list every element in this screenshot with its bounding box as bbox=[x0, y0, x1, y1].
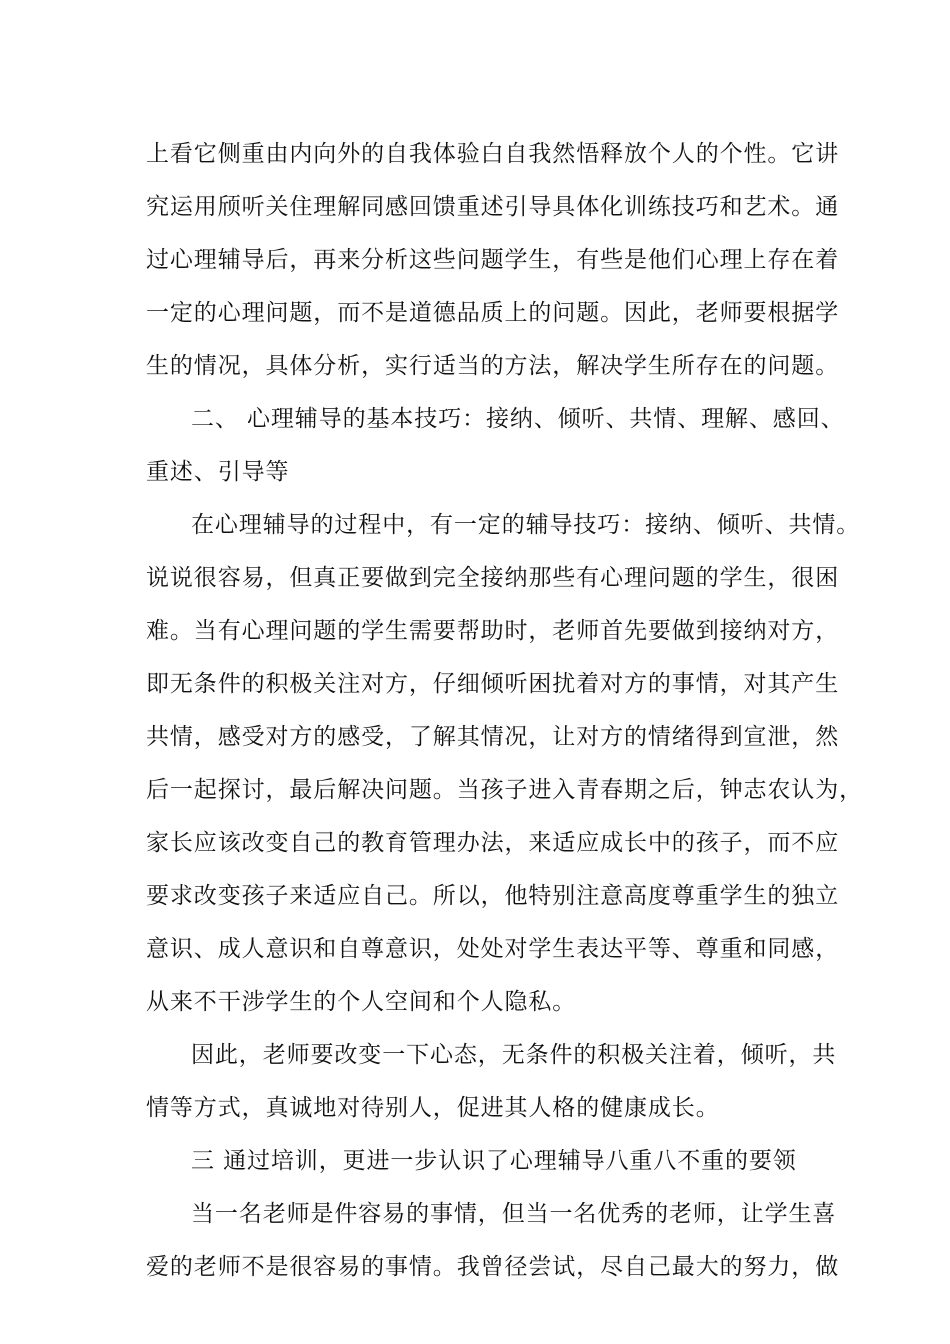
text-line: 一定的心理问题，而不是道德品质上的问题。因此，老师要根据学 bbox=[146, 300, 840, 326]
text-line: 后一起探讨，最后解决问题。当孩子进入青春期之后，钟志农认为， bbox=[146, 777, 863, 803]
text-line: 意识、成人意识和自尊意识，处处对学生表达平等、尊重和同感， bbox=[146, 936, 840, 962]
text-line: 即无条件的积极关注对方，仔细倾听困扰着对方的事情，对其产生 bbox=[146, 671, 840, 697]
text-line: 难。当有心理问题的学生需要帮助时，老师首先要做到接纳对方， bbox=[146, 618, 840, 644]
text-line: 究运用颀听关住理解同感回馈重述引导具体化训练技巧和艺术。通 bbox=[146, 194, 840, 220]
text-line: 共情，感受对方的感受，了解其情况，让对方的情绪得到宣泄，然 bbox=[146, 724, 840, 750]
text-line: 说说很容易，但真正要做到完全接纳那些有心理问题的学生，很困 bbox=[146, 565, 840, 591]
text-line: 家长应该改变自己的教育管理办法，来适应成长中的孩子，而不应 bbox=[146, 830, 840, 856]
text-line: 当一名老师是件容易的事情，但当一名优秀的老师，让学生喜 bbox=[191, 1201, 837, 1227]
section-heading-2-continued: 重述、引导等 bbox=[146, 459, 290, 485]
text-line: 在心理辅导的过程中，有一定的辅导技巧：接纳、倾听、共情。 bbox=[191, 512, 861, 538]
text-line: 要求改变孩子来适应自己。所以，他特别注意高度尊重学生的独立 bbox=[146, 883, 840, 909]
section-heading-2: 二、 心理辅导的基本技巧：接纳、倾听、共情、理解、感回、 bbox=[191, 406, 845, 432]
text-line: 过心理辅导后，再来分析这些问题学生，有些是他们心理上存在着 bbox=[146, 247, 840, 273]
section-heading-3: 三 通过培训，更进一步认识了心理辅导八重八不重的要领 bbox=[191, 1148, 797, 1174]
text-line: 上看它侧重由内向外的自我体验白自我然悟释放个人的个性。它讲 bbox=[146, 141, 840, 167]
text-line: 从来不干涉学生的个人空间和个人隐私。 bbox=[146, 989, 577, 1015]
text-line: 生的情况，具体分析，实行适当的方法，解决学生所存在的问题。 bbox=[146, 353, 840, 379]
text-line: 爱的老师不是很容易的事情。我曾径尝试，尽自己最大的努力，做 bbox=[146, 1254, 840, 1280]
text-line: 情等方式，真诚地对待别人，促进其人格的健康成长。 bbox=[146, 1095, 720, 1121]
text-line: 因此，老师要改变一下心态，无条件的积极关注着，倾听，共 bbox=[191, 1042, 837, 1068]
